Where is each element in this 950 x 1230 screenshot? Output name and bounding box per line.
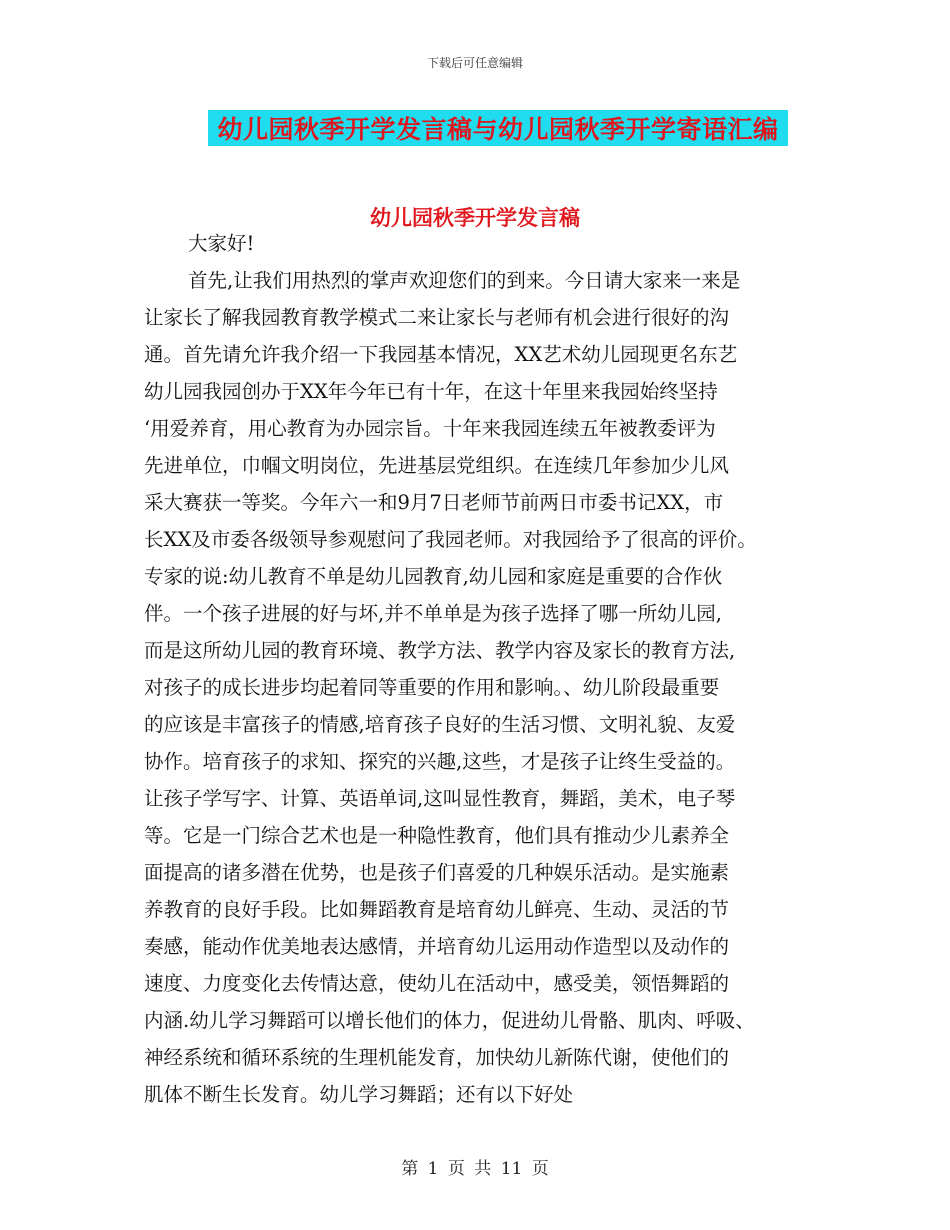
body-line: ‘用爱养育，用心教育为办园宗旨。十年来我园连续五年被教委评为 — [144, 417, 716, 440]
body-line: 肌体不断生长发育。幼儿学习舞蹈；还有以下好处 — [144, 1083, 574, 1106]
main-title: 幼儿园秋季开学发言稿与幼儿园秋季开学寄语汇编 — [217, 115, 779, 144]
body-line: 而是这所幼儿园的教育环境、教学方法、教学内容及家长的教育方法, — [144, 639, 736, 662]
header-note: 下载后可任意编辑 — [426, 56, 523, 70]
body-line: 神经系统和循环系统的生理机能发育，加快幼儿新陈代谢，使他们的 — [144, 1046, 730, 1069]
body-line: 的应该是丰富孩子的情感,培育孩子良好的生活习惯、文明礼貌、友爱 — [144, 713, 736, 736]
section-title: 幼儿园秋季开学发言稿 — [370, 206, 580, 230]
body-line: 先进单位，巾帼文明岗位，先进基层党组织。在连续几年参加少儿风 — [144, 454, 730, 477]
body-line: 专家的说:幼儿教育不单是幼儿园教育,幼儿园和家庭是重要的合作伙 — [144, 565, 723, 588]
body-line: 内涵.幼儿学习舞蹈可以增长他们的体力，促进幼儿骨骼、肌肉、呼吸、 — [144, 1009, 755, 1032]
body-line: 通。首先请允许我介绍一下我园基本情况，XX艺术幼儿园现更名东艺 — [144, 343, 738, 366]
body-line: 长XX及市委各级领导参观慰问了我园老师。对我园给予了很高的评价。 — [144, 528, 757, 551]
body-line: 采大赛获一等奖。今年六一和9月7日老师节前两日市委书记XX，市 — [144, 491, 724, 514]
body-line: 伴。一个孩子进展的好与坏,并不单单是为孩子选择了哪一所幼儿园, — [144, 602, 722, 625]
body-line: 协作。培育孩子的求知、探究的兴趣,这些，才是孩子让终生受益的。 — [144, 750, 736, 773]
body-line: 让孩子学写字、计算、英语单词,这叫显性教育，舞蹈，美术，电子琴 — [144, 787, 736, 810]
main-title-highlight — [208, 110, 788, 146]
body-line: 首先,让我们用热烈的掌声欢迎您们的到来。今日请大家来一来是 — [188, 269, 741, 292]
page-footer: 第 1 页 共 11 页 — [401, 1159, 549, 1179]
body-line: 奏感，能动作优美地表达感情，并培育幼儿运用动作造型以及动作的 — [144, 935, 730, 958]
body-line: 幼儿园我园创办于XX年今年已有十年，在这十年里来我园始终坚持 — [144, 380, 718, 403]
body-line: 等。它是一门综合艺术也是一种隐性教育，他们具有推动少儿素养全 — [144, 824, 730, 847]
body-line: 让家长了解我园教育教学模式二来让家长与老师有机会进行很好的沟 — [144, 306, 730, 329]
body-line: 养教育的良好手段。比如舞蹈教育是培育幼儿鲜亮、生动、灵活的节 — [144, 898, 730, 921]
body-line: 对孩子的成长进步均起着同等重要的作用和影响。、幼儿阶段最重要 — [144, 676, 720, 699]
body-line: 速度、力度变化去传情达意，使幼儿在活动中，感受美，领悟舞蹈的 — [144, 972, 730, 995]
body-line: 大家好! — [188, 232, 255, 255]
body-line: 面提高的诸多潜在优势，也是孩子们喜爱的几种娱乐活动。是实施素 — [144, 861, 730, 884]
